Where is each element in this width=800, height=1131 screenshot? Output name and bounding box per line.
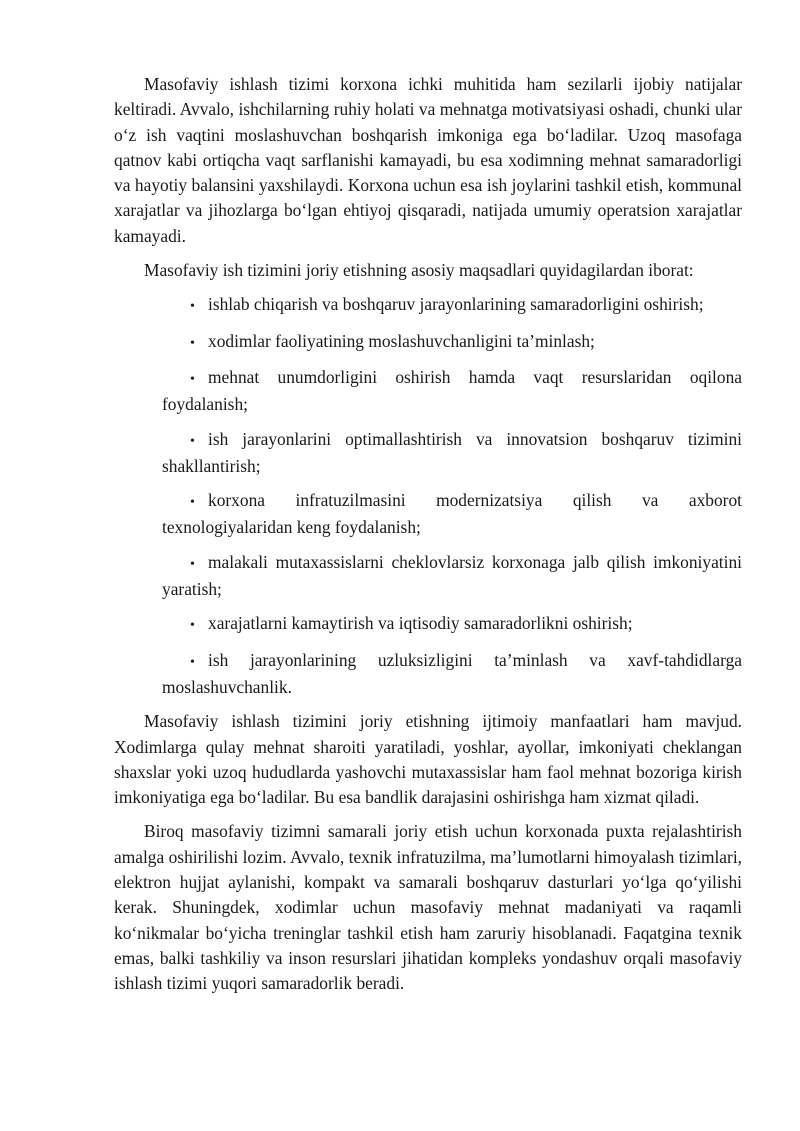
paragraph-intro: Masofaviy ishlash tizimi korxona ichki muhitida ham sezilarli ijobiy natijalar keltiradi. Avvalo, ishchilarning ruhiy holati va mehnatga motivatsiyasi oshadi, chunki ular oʻz ish vaqtini moslashuvchan boshqarish imkoniga ega boʻladilar. Uzoq masofaga qatnov kabi ortiqcha vaqt sarflanishi kamayadi, bu esa xodimning mehnat samaradorligi va hayotiy balansini yaxshilaydi. Korxona uchun esa ish joylarini tashkil etish, kommunal xarajatlar va jihozlarga boʻlgan ehtiyoj qisqaradi, natijada umumiy operatsion xarajatlar kamayadi. (114, 74, 742, 246)
list-item-text: ishlab chiqarish va boshqaruv jarayonlarining samaradorligini oshirish; (208, 294, 704, 315)
list-item-text: ish jarayonlarini optimallashtirish va innovatsion boshqaruv tizimini shakllantirish; (162, 428, 742, 476)
list-item-text: xarajatlarni kamaytirish va iqtisodiy samaradorlikni oshirish; (208, 613, 633, 634)
goals-list (114, 292, 742, 700)
list-item-text: korxona infratuzilmasini modernizatsiya qilish va axborot texnologiyalaridan keng foydalanish; (162, 490, 742, 538)
bullet-icon: • (190, 433, 195, 449)
list-item (162, 292, 742, 319)
list-item (162, 550, 742, 603)
list-item (162, 648, 742, 701)
list-item-text: ish jarayonlarining uzluksizligini taʼminlash va xavf-tahdidlarga moslashuvchanlik. (162, 649, 742, 697)
list-item-text: xodimlar faoliyatining moslashuvchanligini taʼminlash; (208, 330, 595, 351)
list-item (162, 329, 742, 356)
document-page (114, 72, 742, 1006)
bullet-icon: • (190, 335, 195, 351)
paragraph-goals-lead: Masofaviy ish tizimini joriy etishning asosiy maqsadlari quyidagilardan iborat: (144, 260, 694, 281)
bullet-icon: • (190, 556, 195, 572)
paragraph-social-benefits: Masofaviy ishlash tizimini joriy etishning ijtimoiy manfaatlari ham mavjud. Xodimlarga qulay mehnat sharoiti yaratiladi, yoshlar, ayollar, imkoniyati cheklangan shaxslar yoki uzoq hududlarda yashovchi mutaxassislar ham faol mehnat bozoriga kirish imkoniyatiga ega boʻladilar. Bu esa bandlik darajasini oshirishga ham xizmat qiladi. (114, 711, 742, 808)
bullet-icon: • (190, 495, 195, 511)
list-item (162, 611, 742, 638)
bullet-icon: • (190, 299, 195, 315)
list-item-text: malakali mutaxassislarni cheklovlarsiz korxonaga jalb qilish imkoniyatini yaratish; (162, 551, 742, 600)
list-item (162, 365, 742, 418)
list-item (162, 427, 742, 480)
bullet-icon: • (190, 654, 195, 670)
paragraph-implementation: Biroq masofaviy tizimni samarali joriy etish uchun korxonada puxta rejalashtirish amalga oshirilishi lozim. Avvalo, texnik infratuzilma, maʼlumotlarni himoyalash tizimlari, elektron hujjat aylanishi, kompakt va samarali boshqaruv dasturlari yoʻlga qoʻyilishi kerak. Shuningdek, xodimlar uchun masofaviy mehnat madaniyati va raqamli koʻnikmalar boʻyicha treninglar tashkil etish ham zaruriy hisoblanadi. Faqatgina texnik emas, balki tashkiliy va inson resurslari jihatidan kompleks yondashuv orqali masofaviy ishlash tizimi yuqori samaradorlik beradi. (114, 821, 742, 994)
list-item (162, 488, 742, 541)
list-item-text: mehnat unumdorligini oshirish hamda vaqt resurslaridan oqilona foydalanish; (162, 366, 742, 415)
bullet-icon: • (190, 371, 195, 387)
bullet-icon: • (190, 618, 195, 634)
